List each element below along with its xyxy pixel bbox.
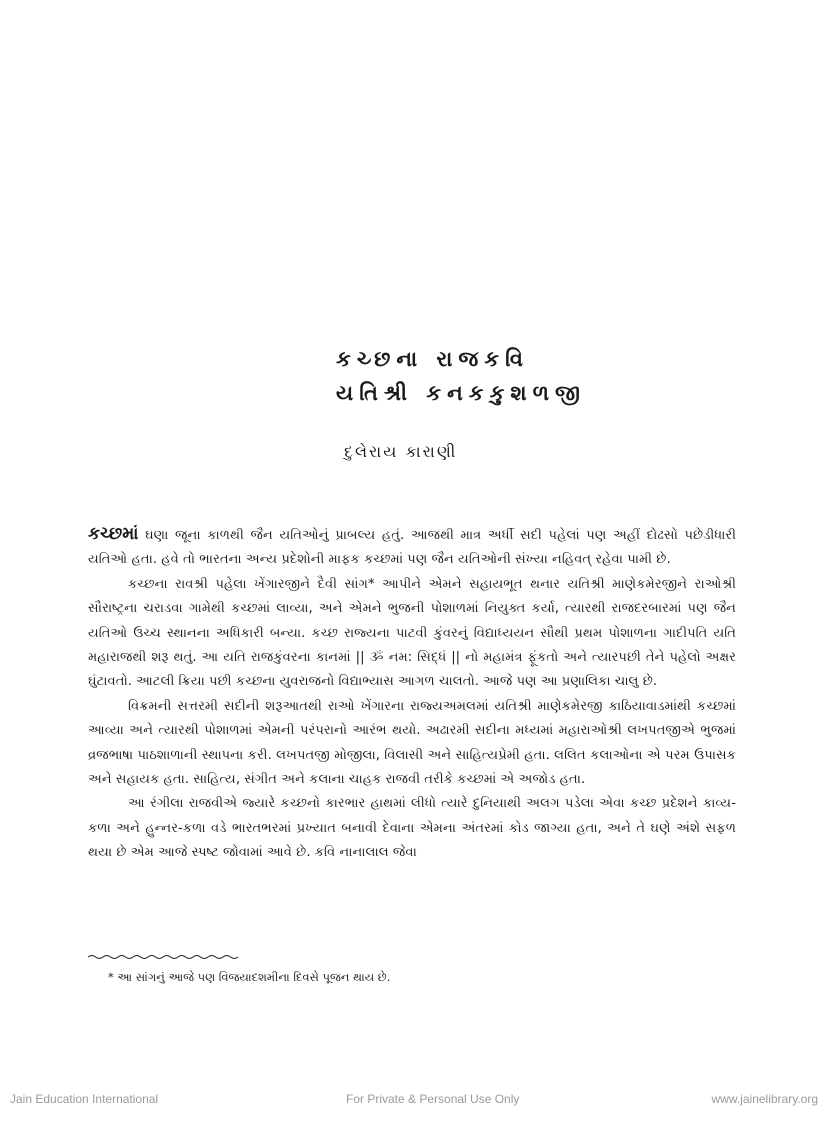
footnote-divider bbox=[88, 954, 238, 960]
footer-publisher: Jain Education International bbox=[10, 1092, 159, 1106]
author-name: દુલેરાય કારાણી bbox=[344, 442, 458, 461]
title-line-2: યતિશ્રી કનકકુશળજી bbox=[336, 381, 586, 405]
title-line-1: કચ્છના રાજકવિ bbox=[336, 347, 529, 371]
footnote: * આ સાંગનું આજે પણ વિજયાદશમીના દિવસે પૂજન થાય છે. bbox=[108, 970, 391, 984]
paragraph-2: કચ્છના રાવશ્રી પહેલા ખેંગારજીને દૈવી સાંગ* આપીને એમને સહાયભૂત થનાર યતિશ્રી માણેકમેરજીને રાઓશ્રી સૌરાષ્ટ્રના ચરાડવા ગામેથી કચ્છમાં લાવ્યા, અને એમને ભુજની પોશાળમાં નિયુક્ત કર્યા, ત્યારથી રાજદરબારમાં પણ જૈન યતિઓ ઉચ્ચ સ્થાનના અધિકારી બન્યા. કચ્છ રાજ્યના પાટવી કુંવરનું વિદ્યાધ્યયન સૌથી પ્રથમ પોશાળના ગાદીપતિ યતિ મહારાજથી શરૂ થતું. આ યતિ રાજકુંવરના કાનમાં || ૐ નમ: સિદ્ધં || નો મહામંત્ર ફૂંકતો અને ત્યારપછી તેને પહેલો અક્ષર ઘુંટાવતો. આટલી ક્રિયા પછી કચ્છના યુવરાજનો વિદ્યાભ્યાસ આગળ ચાલતો. આજે પણ આ પ્રણાલિકા ચાલુ છે. bbox=[88, 576, 736, 690]
dropcap-word: કચ્છમાં bbox=[88, 524, 139, 544]
article-body bbox=[88, 522, 736, 866]
paragraph-4: આ રંગીલા રાજવીએ જ્યારે કચ્છનો કારભાર હાથમાં લીધો ત્યારે દુનિયાથી અલગ પડેલા એવા કચ્છ પ્રદેશને કાવ્ય-કળા અને હુન્નર-કળા વડે ભારતભરમાં પ્રખ્યાત બનાવી દેવાના એમના અંતરમાં કોડ જાગ્યા હતા, અને તે ઘણે અંશે સફળ થયા છે એમ આજે સ્પષ્ટ જોવામાં આવે છે. કવિ નાનાલાલ જેવા bbox=[88, 796, 736, 861]
article-title bbox=[336, 342, 636, 410]
paragraph-1-text: ઘણા જૂના કાળથી જૈન યતિઓનું પ્રાબલ્ય હતું. આજથી માત્ર અર્ધી સદી પહેલાં પણ અહીં દોઢસો પછેડીધારી યતિઓ હતા. હવે તો ભારતના અન્ય પ્રદેશોની માફક કચ્છમાં પણ જૈન યતિઓની સંખ્યા નહિવત્ રહેવા પામી છે. bbox=[88, 528, 736, 568]
footer-website-link[interactable]: www.jainelibrary.org bbox=[711, 1092, 818, 1106]
paragraph-1 bbox=[88, 522, 736, 573]
paragraph-3: વિક્રમની સત્તરમી સદીની શરૂઆતથી રાઓ ખેંગારના રાજ્યઅમલમાં યતિશ્રી માણેકમેરજી કાઠિયાવાડમાંથી કચ્છમાં આવ્યા અને ત્યારથી પોશાળમાં એમની પરંપરાનો આરંભ થયો. અઢારમી સદીના મધ્યમાં મહારાઓશ્રી લખપતજીએ ભુજમાં વ્રજભાષા પાઠશાળાની સ્થાપના કરી. લખપતજી મોજીલા, વિલાસી અને સાહિત્યપ્રેમી હતા. લલિત કલાઓના એ પરમ ઉપાસક અને સહાયક હતા. સાહિત્ય, સંગીત અને કલાના ચાહક રાજવી તરીકે કચ્છમાં એ અજોડ હતા. bbox=[88, 698, 736, 788]
footer-usage-note: For Private & Personal Use Only bbox=[346, 1092, 520, 1106]
